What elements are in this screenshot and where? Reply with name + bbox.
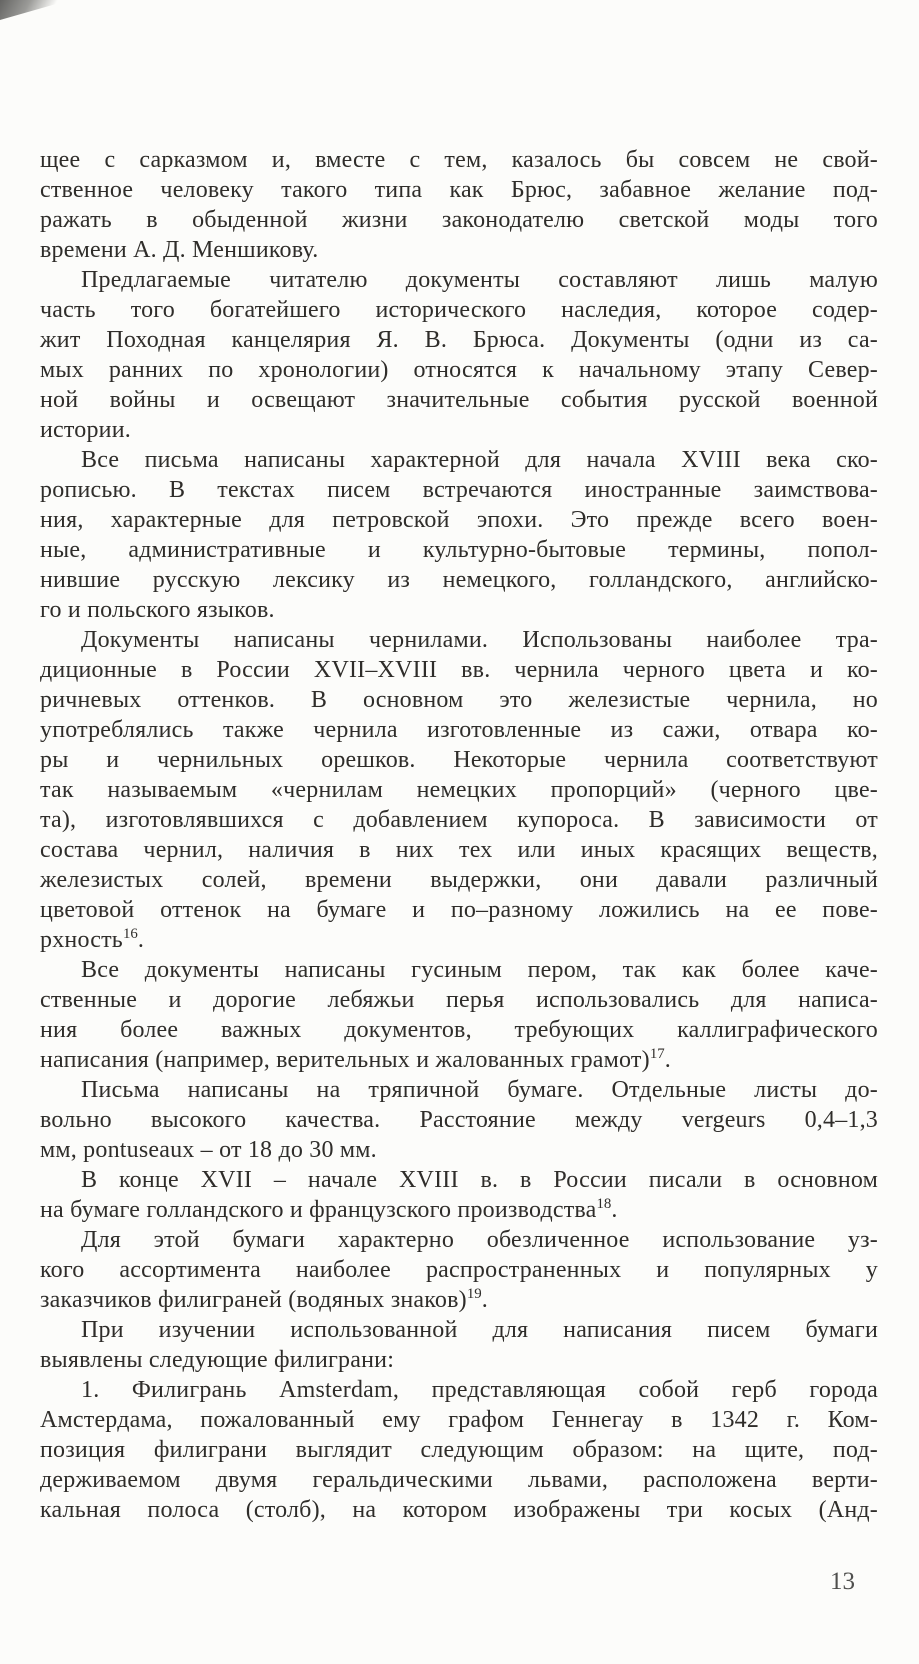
text-line: кальная полоса (столб), на котором изображены три косых (Анд- <box>40 1497 878 1523</box>
text-line: выявлены следующие филиграни: <box>40 1347 395 1373</box>
page-number: 13 <box>830 1568 855 1595</box>
scan-smudge <box>0 0 70 20</box>
text-line: Амстердама, пожалованный ему графом Геннегау в 1342 г. Ком- <box>40 1407 878 1433</box>
text-line: В конце XVII – начале XVIII в. в России писали в основном <box>81 1167 878 1193</box>
footnote-reference: 16 <box>122 926 138 942</box>
text-line: состава чернил, наличия в них тех или иных красящих веществ, <box>40 837 878 863</box>
text-line: держиваемом двумя геральдическими львами, расположена верти- <box>40 1467 878 1493</box>
text-line: нившие русскую лексику из немецкого, голландского, английско- <box>40 567 878 593</box>
text-line: Предлагаемые читателю документы составляют лишь малую <box>81 267 878 293</box>
text-line: ной войны и освещают значительные события русской военной <box>40 387 878 413</box>
text-line: ры и чернильных орешков. Некоторые чернила соответствуют <box>40 747 878 773</box>
text-line: написания (например, верительных и жалованных грамот)$^{17}$. <box>40 1046 671 1073</box>
text-line: та), изготовлявшихся с добавлением купороса. В зависимости от <box>40 807 878 833</box>
text-line: ные, административные и культурно-бытовые термины, попол- <box>40 537 878 563</box>
text-line: так называемым «чернилам немецких пропорций» (черного цве- <box>40 777 878 803</box>
text-line: ричневых оттенков. В основном это железистые чернила, но <box>40 687 878 713</box>
text-line: жит Походная канцелярия Я. В. Брюса. Документы (одни из са- <box>40 327 878 353</box>
text-line: часть того богатейшего исторического наследия, которое содер- <box>40 297 878 323</box>
footnote-reference: 19 <box>466 1286 482 1302</box>
text-line: го и польского языков. <box>40 597 275 623</box>
text-line: Все письма написаны характерной для начала XVIII века ско- <box>81 447 878 473</box>
text-line: Письма написаны на тряпичной бумаге. Отдельные листы до- <box>81 1077 878 1103</box>
page-text <box>40 145 878 1525</box>
text-line-body: написания (например, верительных и жалованных грамот) <box>40 1047 650 1073</box>
text-line: употреблялись также чернила изготовленные из сажи, отвара ко- <box>40 717 878 743</box>
text-line: мых ранних по хронологии) относятся к начальному этапу Север- <box>40 357 878 383</box>
text-line: Все документы написаны гусиным пером, так как более каче- <box>81 957 878 983</box>
footnote-reference: 17 <box>649 1046 665 1062</box>
text-line: железистых солей, времени выдержки, они давали различный <box>40 867 878 893</box>
text-line: истории. <box>40 417 131 443</box>
text-line: ственное человеку такого типа как Брюс, забавное желание под- <box>40 177 878 203</box>
text-line: Документы написаны чернилами. Использованы наиболее тра- <box>81 627 878 653</box>
text-line: ния более важных документов, требующих каллиграфического <box>40 1017 878 1043</box>
text-line: Для этой бумаги характерно обезличенное использование уз- <box>81 1227 878 1253</box>
text-line: кого ассортимента наиболее распространенных и популярных у <box>40 1257 878 1283</box>
text-line: диционные в России XVII–XVIII вв. чернила черного цвета и ко- <box>40 657 878 683</box>
text-line: При изучении использованной для написания писем бумаги <box>81 1317 878 1343</box>
text-line: на бумаге голландского и французского производства$^{18}$. <box>40 1196 618 1223</box>
footnote-reference: 18 <box>596 1196 612 1212</box>
text-line: 1. Филигрань Amsterdam, представляющая собой герб города <box>81 1377 878 1403</box>
text-line: цветовой оттенок на бумаге и по–разному ложились на ее пове- <box>40 897 878 923</box>
text-line: ственные и дорогие лебяжьи перья использовались для написа- <box>40 987 878 1013</box>
text-line: позиция филиграни выглядит следующим образом: на щите, под- <box>40 1437 878 1463</box>
text-line: щее с сарказмом и, вместе с тем, казалось бы совсем не свой- <box>40 147 878 173</box>
text-line: вольно высокого качества. Расстояние между vergeurs 0,4–1,3 <box>40 1107 878 1133</box>
text-line-body: рхность <box>40 927 123 953</box>
text-line: заказчиков филиграней (водяных знаков)$^{19}$. <box>40 1286 488 1313</box>
text-line-body: на бумаге голландского и французского производства <box>40 1197 597 1223</box>
text-line: времени А. Д. Меншикову. <box>40 237 319 263</box>
text-line: рописью. В текстах писем встречаются иностранные заимствова- <box>40 477 878 503</box>
text-line: ния, характерные для петровской эпохи. Это прежде всего воен- <box>40 507 878 533</box>
text-line: рхность$^{16}$. <box>40 926 145 953</box>
text-line-body: заказчиков филиграней (водяных знаков) <box>40 1287 467 1313</box>
text-line: ражать в обыденной жизни законодателю светской моды того <box>40 207 878 233</box>
text-line: мм, pontuseaux – от 18 до 30 мм. <box>40 1137 377 1163</box>
